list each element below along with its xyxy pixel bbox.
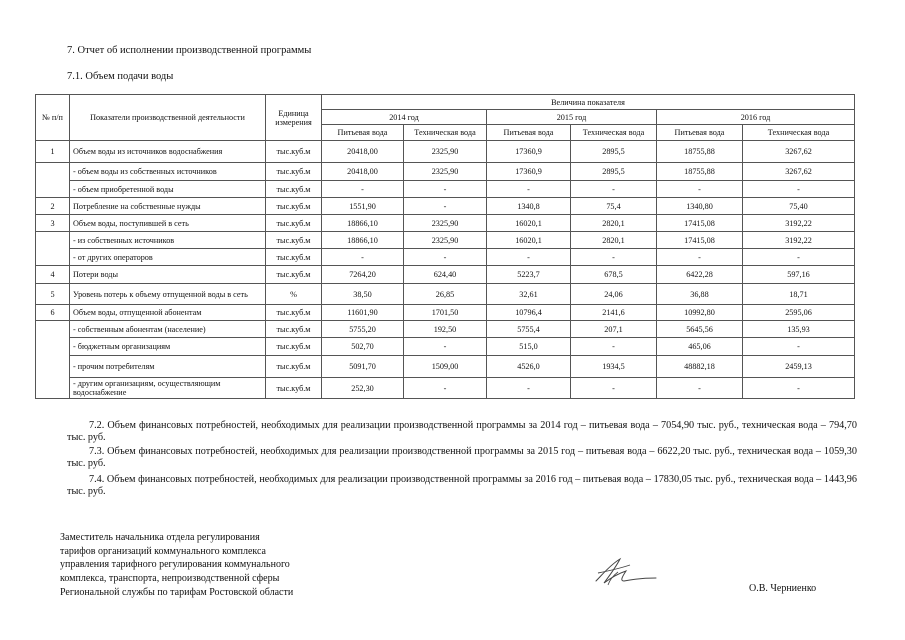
value-cell: 17360,9	[487, 163, 571, 181]
header-technical: Техническая вода	[404, 125, 487, 141]
row-number-cell	[36, 163, 70, 198]
value-cell: -	[487, 249, 571, 266]
water-supply-table	[35, 94, 855, 399]
value-cell: 2895,5	[571, 163, 657, 181]
table-row	[36, 198, 855, 215]
table-row	[36, 356, 855, 378]
value-cell: 7264,20	[322, 266, 404, 284]
unit-cell: тыс.куб.м	[266, 305, 322, 321]
indicator-cell: - собственным абонентам (население)	[70, 321, 266, 338]
indicator-cell: - объем воды из собственных источников	[70, 163, 266, 181]
row-number-cell: 3	[36, 215, 70, 232]
value-cell: 16020,1	[487, 232, 571, 249]
header-potable: Питьевая вода	[322, 125, 404, 141]
header-year-2015: 2015 год	[487, 110, 657, 125]
value-cell: 5755,4	[487, 321, 571, 338]
value-cell: -	[571, 338, 657, 356]
value-cell: 5755,20	[322, 321, 404, 338]
table-row	[36, 378, 855, 399]
value-cell: 2820,1	[571, 215, 657, 232]
value-cell: 16020,1	[487, 215, 571, 232]
unit-cell: тыс.куб.м	[266, 378, 322, 399]
value-cell: 18755,88	[657, 141, 743, 163]
value-cell: -	[657, 181, 743, 198]
finance-2014-text: 7.2. Объем финансовых потребностей, необходимых для реализации производственной программы за 2014 год – питьевая вода – 7054,90 тыс. руб., техническая вода – 794,70 тыс. руб.	[67, 420, 857, 444]
value-cell: 2141,6	[571, 305, 657, 321]
value-cell: -	[404, 338, 487, 356]
paragraph-2014	[67, 420, 857, 444]
value-cell: 3192,22	[743, 232, 855, 249]
value-cell: 135,93	[743, 321, 855, 338]
value-cell: -	[571, 378, 657, 399]
table-row	[36, 215, 855, 232]
row-number-cell: 2	[36, 198, 70, 215]
value-cell: 1340,8	[487, 198, 571, 215]
value-cell: -	[404, 181, 487, 198]
value-cell: 4526,0	[487, 356, 571, 378]
table-row	[36, 249, 855, 266]
indicator-cell: - другим организациям, осуществляющим водоснабжение	[70, 378, 266, 399]
table-row	[36, 338, 855, 356]
indicator-cell: Потребление на собственные нужды	[70, 198, 266, 215]
row-number-cell: 4	[36, 266, 70, 284]
indicator-cell: Объем воды, поступившей в сеть	[70, 215, 266, 232]
value-cell: 18755,88	[657, 163, 743, 181]
value-cell: 18866,10	[322, 215, 404, 232]
value-cell: -	[404, 249, 487, 266]
indicator-cell: Объем воды, отпущенной абонентам	[70, 305, 266, 321]
table-row	[36, 284, 855, 305]
value-cell: 2459,13	[743, 356, 855, 378]
value-cell: 11601,90	[322, 305, 404, 321]
value-cell: 18866,10	[322, 232, 404, 249]
header-num: № п/п	[36, 95, 70, 141]
value-cell: 2595,06	[743, 305, 855, 321]
value-cell: 1340,80	[657, 198, 743, 215]
value-cell: 3267,62	[743, 141, 855, 163]
table-row	[36, 163, 855, 181]
value-cell: -	[657, 249, 743, 266]
table-row	[36, 141, 855, 163]
value-cell: 2820,1	[571, 232, 657, 249]
finance-2016-text: 7.4. Объем финансовых потребностей, необходимых для реализации производственной программы за 2016 год – питьевая вода – 17830,05 тыс. руб., техническая вода – 1443,96 тыс. руб.	[67, 474, 857, 498]
value-cell: 1509,00	[404, 356, 487, 378]
value-cell: 24,06	[571, 284, 657, 305]
table-row	[36, 232, 855, 249]
unit-cell: тыс.куб.м	[266, 266, 322, 284]
value-cell: -	[743, 181, 855, 198]
header-year-2016: 2016 год	[657, 110, 855, 125]
indicator-cell: - бюджетным организациям	[70, 338, 266, 356]
indicator-cell: Объем воды из источников водоснабжения	[70, 141, 266, 163]
handwritten-signature	[590, 553, 660, 589]
value-cell: -	[657, 378, 743, 399]
value-cell: 5645,56	[657, 321, 743, 338]
row-number-cell: 1	[36, 141, 70, 163]
value-cell: 17415,08	[657, 232, 743, 249]
value-cell: 48882,18	[657, 356, 743, 378]
header-technical: Техническая вода	[743, 125, 855, 141]
value-cell: 36,88	[657, 284, 743, 305]
value-cell: 17415,08	[657, 215, 743, 232]
value-cell: -	[571, 181, 657, 198]
header-potable: Питьевая вода	[657, 125, 743, 141]
position-line: управления тарифного регулирования коммунального	[60, 559, 290, 571]
value-cell: 207,1	[571, 321, 657, 338]
signature-block	[60, 531, 293, 600]
value-cell: -	[404, 378, 487, 399]
position-line: комплекса, транспорта, непроизводственной сферы	[60, 573, 280, 585]
finance-2015-text: 7.3. Объем финансовых потребностей, необходимых для реализации производственной программы за 2015 год – питьевая вода – 6622,20 тыс. руб., техническая вода – 1059,30 тыс. руб.	[67, 446, 857, 470]
value-cell: 1934,5	[571, 356, 657, 378]
value-cell: 38,50	[322, 284, 404, 305]
value-cell: 32,61	[487, 284, 571, 305]
position-line: Региональной службы по тарифам Ростовской области	[60, 586, 294, 598]
table-row	[36, 305, 855, 321]
row-number-cell	[36, 232, 70, 266]
indicator-cell: - прочим потребителям	[70, 356, 266, 378]
value-cell: 465,06	[657, 338, 743, 356]
value-cell: -	[743, 249, 855, 266]
value-cell: 502,70	[322, 338, 404, 356]
unit-cell: тыс.куб.м	[266, 198, 322, 215]
paragraph-2016	[67, 474, 857, 498]
header-indicator: Показатели производственной деятельности	[70, 95, 266, 141]
position-line: Заместитель начальника отдела регулирования	[60, 532, 260, 543]
paragraph-2015	[67, 446, 857, 470]
unit-cell: тыс.куб.м	[266, 141, 322, 163]
value-cell: 2325,90	[404, 215, 487, 232]
value-cell: 6422,28	[657, 266, 743, 284]
row-number-cell	[36, 321, 70, 399]
unit-cell: тыс.куб.м	[266, 338, 322, 356]
value-cell: 17360,9	[487, 141, 571, 163]
value-cell: -	[743, 338, 855, 356]
unit-cell: тыс.куб.м	[266, 321, 322, 338]
row-number-cell: 5	[36, 284, 70, 305]
value-cell: 597,16	[743, 266, 855, 284]
signer-name: О.В. Черниенко	[749, 583, 817, 594]
value-cell: 5223,7	[487, 266, 571, 284]
unit-cell: тыс.куб.м	[266, 163, 322, 181]
indicator-cell: - из собственных источников	[70, 232, 266, 249]
value-cell: -	[743, 378, 855, 399]
value-cell: 26,85	[404, 284, 487, 305]
unit-cell: тыс.куб.м	[266, 356, 322, 378]
value-cell: 20418,00	[322, 141, 404, 163]
value-cell: -	[487, 378, 571, 399]
value-cell: 192,50	[404, 321, 487, 338]
value-cell: 10992,80	[657, 305, 743, 321]
value-cell: 678,5	[571, 266, 657, 284]
position-line: тарифов организаций коммунального комплекса	[60, 545, 266, 557]
value-cell: 75,4	[571, 198, 657, 215]
indicator-cell: Уровень потерь к объему отпущенной воды в сеть	[70, 284, 266, 305]
header-year-2014: 2014 год	[322, 110, 487, 125]
value-cell: -	[322, 181, 404, 198]
value-cell: -	[487, 181, 571, 198]
value-cell: 252,30	[322, 378, 404, 399]
row-number-cell: 6	[36, 305, 70, 321]
indicator-cell: Потери воды	[70, 266, 266, 284]
value-cell: -	[571, 249, 657, 266]
header-potable: Питьевая вода	[487, 125, 571, 141]
table-row	[36, 266, 855, 284]
subsection-heading: 7.1. Объем подачи воды	[67, 71, 174, 82]
value-cell: 2325,90	[404, 232, 487, 249]
header-technical: Техническая вода	[571, 125, 657, 141]
indicator-cell: - от других операторов	[70, 249, 266, 266]
value-cell: 75,40	[743, 198, 855, 215]
header-unit: Единица измерения	[266, 95, 322, 141]
value-cell: 624,40	[404, 266, 487, 284]
table-row	[36, 181, 855, 198]
value-cell: 10796,4	[487, 305, 571, 321]
unit-cell: тыс.куб.м	[266, 232, 322, 249]
unit-cell: тыс.куб.м	[266, 215, 322, 232]
value-cell: 5091,70	[322, 356, 404, 378]
unit-cell: тыс.куб.м	[266, 249, 322, 266]
value-cell: 2325,90	[404, 141, 487, 163]
value-cell: -	[404, 198, 487, 215]
value-cell: 20418,00	[322, 163, 404, 181]
value-cell: 515,0	[487, 338, 571, 356]
value-cell: 1701,50	[404, 305, 487, 321]
header-value: Величина показателя	[322, 95, 855, 110]
value-cell: 1551,90	[322, 198, 404, 215]
value-cell: 3192,22	[743, 215, 855, 232]
unit-cell: %	[266, 284, 322, 305]
indicator-cell: - объем приобретенной воды	[70, 181, 266, 198]
unit-cell: тыс.куб.м	[266, 181, 322, 198]
value-cell: 18,71	[743, 284, 855, 305]
section-heading: 7. Отчет об исполнении производственной программы	[67, 45, 312, 56]
value-cell: 2895,5	[571, 141, 657, 163]
value-cell: -	[322, 249, 404, 266]
value-cell: 3267,62	[743, 163, 855, 181]
table-row	[36, 321, 855, 338]
value-cell: 2325,90	[404, 163, 487, 181]
